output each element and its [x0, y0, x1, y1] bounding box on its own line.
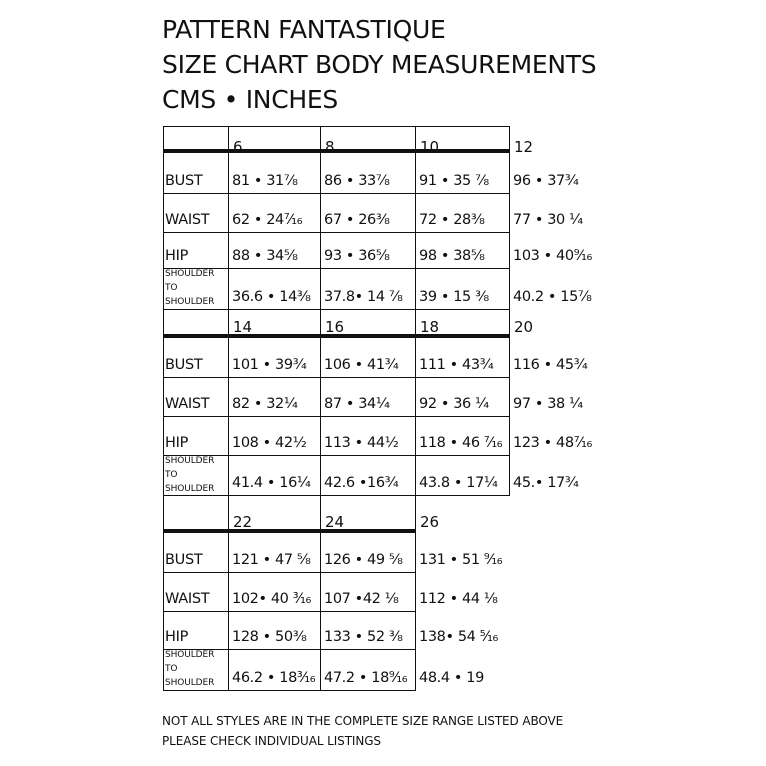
column-divider — [163, 495, 164, 691]
size-header: 20 — [514, 318, 534, 336]
size-header: 22 — [233, 513, 253, 531]
row-label-waist: WAIST — [165, 396, 210, 412]
measurement-cell: 46.2 • 18³⁄₁₆ — [232, 670, 316, 686]
measurement-cell: 43.8 • 17¼ — [419, 475, 498, 491]
measurement-cell: 88 • 34⅝ — [232, 248, 298, 264]
row-label-waist: WAIST — [165, 591, 210, 607]
row-label-shoulder-to-shoulder — [165, 267, 214, 309]
row-divider — [163, 377, 510, 378]
size-header: 8 — [325, 138, 335, 156]
size-header: 14 — [233, 318, 253, 336]
measurement-cell: 45.• 17¾ — [513, 475, 579, 491]
row-divider — [163, 268, 510, 269]
column-divider — [415, 126, 416, 310]
measurement-cell: 112 • 44 ⅛ — [419, 591, 498, 607]
measurement-cell: 118 • 46 ⁷⁄₁₆ — [419, 435, 503, 451]
measurement-cell: 77 • 30 ¼ — [513, 212, 583, 228]
header-rule — [163, 529, 415, 533]
row-label-shoulder-line: TO — [165, 283, 178, 293]
row-divider — [163, 611, 416, 612]
measurement-cell: 39 • 15 ⅜ — [419, 289, 489, 305]
measurement-cell: 138• 54 ⁵⁄₁₆ — [419, 629, 498, 645]
measurement-cell: 47.2 • 18⁹⁄₁₆ — [324, 670, 408, 686]
row-label-shoulder-line: SHOULDER — [165, 678, 215, 688]
row-label-hip: HIP — [165, 435, 189, 451]
column-divider — [320, 495, 321, 691]
size-header: 26 — [420, 513, 440, 531]
measurement-cell: 107 •42 ⅛ — [324, 591, 399, 607]
size-header: 10 — [420, 138, 440, 156]
footer-note-line-1: NOT ALL STYLES ARE IN THE COMPLETE SIZE RANGE LISTED ABOVE — [162, 714, 564, 728]
measurement-cell: 101 • 39¾ — [232, 357, 307, 373]
measurement-cell: 103 • 40⁹⁄₁₆ — [513, 248, 592, 264]
measurement-cell: 93 • 36⅝ — [324, 248, 390, 264]
column-divider — [509, 126, 510, 310]
row-label-bust: BUST — [165, 173, 203, 189]
measurement-cell: 97 • 38 ¼ — [513, 396, 583, 412]
measurement-cell: 87 • 34¼ — [324, 396, 390, 412]
measurement-cell: 40.2 • 15⅞ — [513, 289, 592, 305]
measurement-cell: 123 • 48⁷⁄₁₆ — [513, 435, 592, 451]
column-divider — [320, 309, 321, 496]
row-label-bust: BUST — [165, 552, 203, 568]
column-divider — [509, 309, 510, 496]
measurement-cell: 91 • 35 ⅞ — [419, 173, 489, 189]
measurement-cell: 81 • 31⅞ — [232, 173, 298, 189]
title-brand: PATTERN FANTASTIQUE — [162, 15, 446, 44]
row-label-shoulder-line: SHOULDER — [165, 484, 215, 494]
measurement-cell: 37.8• 14 ⅞ — [324, 289, 403, 305]
measurement-cell: 86 • 33⅞ — [324, 173, 390, 189]
row-label-waist: WAIST — [165, 212, 210, 228]
row-divider — [163, 495, 510, 496]
measurement-cell: 131 • 51 ⁹⁄₁₆ — [419, 552, 503, 568]
measurement-cell: 41.4 • 16¼ — [232, 475, 311, 491]
header-rule — [163, 149, 510, 153]
table-border-top — [163, 126, 509, 127]
row-divider — [163, 455, 510, 456]
measurement-cell: 42.6 •16¾ — [324, 475, 399, 491]
size-header: 6 — [233, 138, 243, 156]
measurement-cell: 106 • 41¾ — [324, 357, 399, 373]
row-divider — [163, 232, 510, 233]
row-label-shoulder-line: SHOULDER — [165, 456, 215, 466]
row-label-shoulder-line: TO — [165, 664, 178, 674]
column-divider — [163, 309, 164, 496]
row-divider — [163, 193, 510, 194]
row-divider — [163, 416, 510, 417]
row-divider — [163, 690, 416, 691]
row-divider — [163, 572, 416, 573]
column-divider — [415, 495, 416, 691]
size-header: 12 — [514, 138, 534, 156]
measurement-cell: 67 • 26⅜ — [324, 212, 390, 228]
column-divider — [228, 126, 229, 310]
row-label-shoulder-line: TO — [165, 470, 178, 480]
measurement-cell: 128 • 50⅜ — [232, 629, 307, 645]
measurement-cell: 98 • 38⅝ — [419, 248, 485, 264]
measurement-cell: 111 • 43¾ — [419, 357, 494, 373]
row-label-hip: HIP — [165, 248, 189, 264]
measurement-cell: 133 • 52 ⅜ — [324, 629, 403, 645]
measurement-cell: 36.6 • 14⅜ — [232, 289, 311, 305]
measurement-cell: 48.4 • 19 — [419, 670, 484, 686]
column-divider — [228, 309, 229, 496]
row-label-hip: HIP — [165, 629, 189, 645]
row-label-shoulder-line: SHOULDER — [165, 269, 215, 279]
row-label-shoulder-to-shoulder — [165, 454, 214, 496]
measurement-cell: 116 • 45¾ — [513, 357, 588, 373]
size-header: 24 — [325, 513, 345, 531]
measurement-cell: 108 • 42½ — [232, 435, 307, 451]
size-header: 18 — [420, 318, 440, 336]
measurement-cell: 82 • 32¼ — [232, 396, 298, 412]
measurement-cell: 102• 40 ³⁄₁₆ — [232, 591, 311, 607]
size-header: 16 — [325, 318, 345, 336]
measurement-cell: 72 • 28⅜ — [419, 212, 485, 228]
column-divider — [320, 126, 321, 310]
row-label-shoulder-line: SHOULDER — [165, 650, 215, 660]
measurement-cell: 126 • 49 ⅝ — [324, 552, 403, 568]
title-units: CMS • INCHES — [162, 85, 338, 114]
row-divider — [163, 309, 510, 310]
column-divider — [228, 495, 229, 691]
measurement-cell: 96 • 37¾ — [513, 173, 579, 189]
footer-note — [162, 711, 563, 751]
measurement-cell: 92 • 36 ¼ — [419, 396, 489, 412]
row-label-shoulder-line: SHOULDER — [165, 297, 215, 307]
row-label-bust: BUST — [165, 357, 203, 373]
column-divider — [415, 309, 416, 496]
measurement-cell: 113 • 44½ — [324, 435, 399, 451]
measurement-cell: 62 • 24⁷⁄₁₆ — [232, 212, 303, 228]
column-divider — [163, 126, 164, 310]
footer-note-line-2: PLEASE CHECK INDIVIDUAL LISTINGS — [162, 734, 381, 748]
measurement-cell: 121 • 47 ⅝ — [232, 552, 311, 568]
title-chart-name: SIZE CHART BODY MEASUREMENTS — [162, 50, 597, 79]
row-label-shoulder-to-shoulder — [165, 648, 214, 690]
